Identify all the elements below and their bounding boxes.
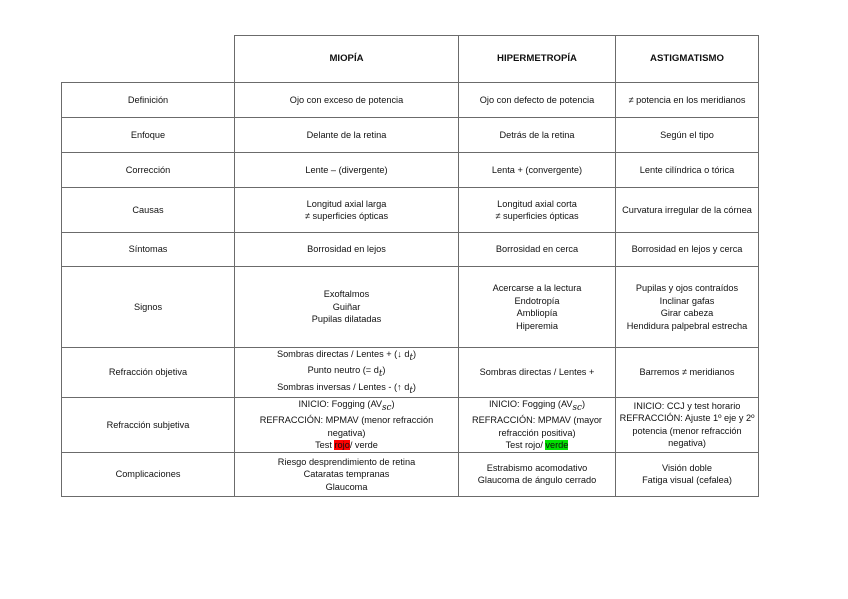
cell-refraccion-subjetiva-astigmatismo: INICIO: CCJ y test horario REFRACCIÓN: Ajuste 1º eje y 2º potencia (menor refracción negativa) xyxy=(616,397,759,452)
table-row xyxy=(62,188,759,233)
cell-refraccion-objetiva-hipermetropia: Sombras directas / Lentes + xyxy=(459,348,616,398)
table-row xyxy=(62,397,759,452)
cell-complicaciones-astigmatismo: Visión doble Fatiga visual (cefalea) xyxy=(616,452,759,496)
row-label-signos: Signos xyxy=(62,267,235,348)
header-astigmatismo: ASTIGMATISMO xyxy=(616,36,759,83)
cell-refraccion-subjetiva-miopia: INICIO: Fogging $(AV_{sc})$ REFRACCIÓN: MPMAV (menor refracción negativa) Test rojo/ verde xyxy=(235,397,459,452)
table-row xyxy=(62,233,759,267)
row-label-sintomas: Síntomas xyxy=(62,233,235,267)
row-label-definicion: Definición xyxy=(62,83,235,118)
refraction-comparison-table xyxy=(61,35,759,497)
cell-complicaciones-miopia: Riesgo desprendimiento de retina Cataratas tempranas Glaucoma xyxy=(235,452,459,496)
table-row xyxy=(62,452,759,496)
cell-signos-miopia: Exoftalmos Guiñar Pupilas dilatadas xyxy=(235,267,459,348)
cell-enfoque-miopia: Delante de la retina xyxy=(235,118,459,153)
corner-cell xyxy=(62,36,235,83)
cell-sintomas-miopia: Borrosidad en lejos xyxy=(235,233,459,267)
cell-definicion-astigmatismo: ≠ potencia en los meridianos xyxy=(616,83,759,118)
cell-refraccion-subjetiva-hipermetropia: INICIO: Fogging $(AV_{sc})$ REFRACCIÓN: MPMAV (mayor refracción positiva) Test rojo/ verde xyxy=(459,397,616,452)
green-test-highlight: verde xyxy=(545,440,569,451)
row-label-refraccion-subjetiva: Refracción subjetiva xyxy=(62,397,235,452)
cell-correccion-hipermetropia: Lenta + (convergente) xyxy=(459,153,616,188)
cell-sintomas-hipermetropia: Borrosidad en cerca xyxy=(459,233,616,267)
table-row xyxy=(62,153,759,188)
cell-complicaciones-hipermetropia: Estrabismo acomodativo Glaucoma de ángulo cerrado xyxy=(459,452,616,496)
cell-signos-hipermetropia: Acercarse a la lectura Endotropía Ambliopía Hiperemia xyxy=(459,267,616,348)
table-row xyxy=(62,267,759,348)
cell-causas-miopia: Longitud axial larga ≠ superficies ópticas xyxy=(235,188,459,233)
cell-enfoque-astigmatismo: Según el tipo xyxy=(616,118,759,153)
table-row xyxy=(62,83,759,118)
cell-correccion-astigmatismo: Lente cilíndrica o tórica xyxy=(616,153,759,188)
cell-causas-hipermetropia: Longitud axial corta ≠ superficies ópticas xyxy=(459,188,616,233)
cell-signos-astigmatismo: Pupilas y ojos contraídos Inclinar gafas Girar cabeza Hendidura palpebral estrecha xyxy=(616,267,759,348)
header-miopia: MIOPÍA xyxy=(235,36,459,83)
row-label-causas: Causas xyxy=(62,188,235,233)
cell-correccion-miopia: Lente – (divergente) xyxy=(235,153,459,188)
cell-definicion-hipermetropia: Ojo con defecto de potencia xyxy=(459,83,616,118)
table-row xyxy=(62,348,759,398)
cell-definicion-miopia: Ojo con exceso de potencia xyxy=(235,83,459,118)
header-hipermetropia: HIPERMETROPÍA xyxy=(459,36,616,83)
cell-sintomas-astigmatismo: Borrosidad en lejos y cerca xyxy=(616,233,759,267)
cell-refraccion-objetiva-miopia: Sombras directas / Lentes + (↓ $d_t$) Punto neutro (= $d_t$) Sombras inversas / Lentes - (↑ $d_t$) xyxy=(235,348,459,398)
cell-causas-astigmatismo: Curvatura irregular de la córnea xyxy=(616,188,759,233)
row-label-correccion: Corrección xyxy=(62,153,235,188)
row-label-refraccion-objetiva: Refracción objetiva xyxy=(62,348,235,398)
cell-refraccion-objetiva-astigmatismo: Barremos ≠ meridianos xyxy=(616,348,759,398)
cell-enfoque-hipermetropia: Detrás de la retina xyxy=(459,118,616,153)
red-test-highlight: rojo xyxy=(334,440,350,451)
header-row xyxy=(62,36,759,83)
row-label-enfoque: Enfoque xyxy=(62,118,235,153)
row-label-complicaciones: Complicaciones xyxy=(62,452,235,496)
table-row xyxy=(62,118,759,153)
